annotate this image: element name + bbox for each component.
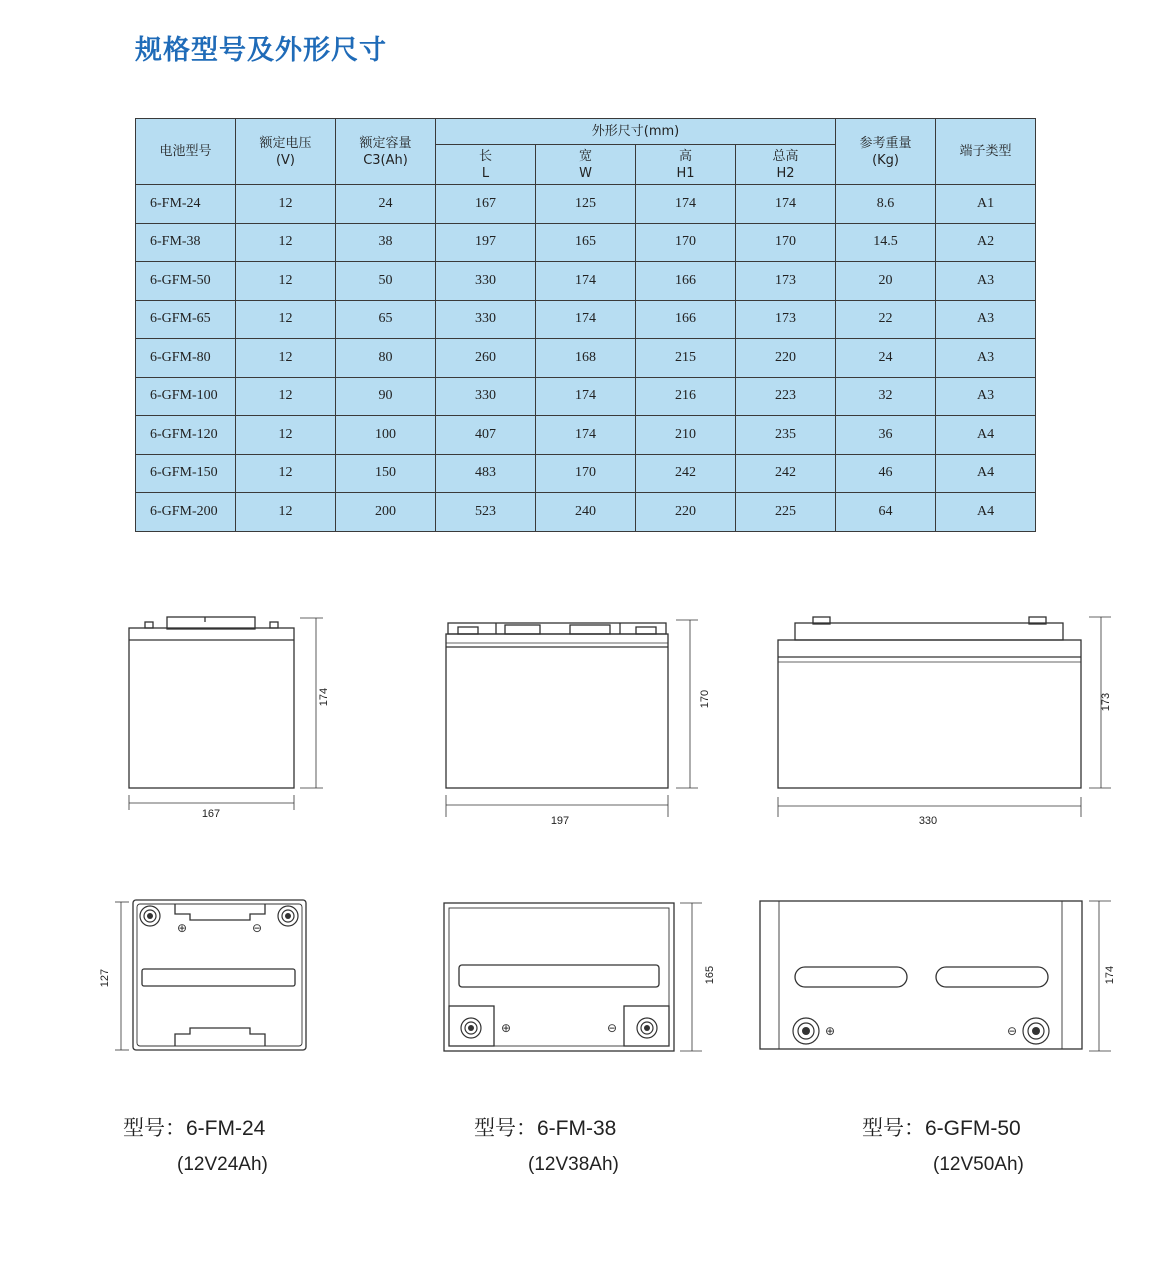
- header-capacity: [336, 119, 436, 185]
- svg-text:⊖: ⊖: [251, 921, 263, 935]
- terminal-positive-icon: [793, 1018, 835, 1044]
- cell-model: 6-FM-38: [136, 223, 236, 262]
- table-cell: 12: [236, 454, 336, 493]
- dim-height-label: 170: [699, 689, 711, 709]
- table-cell: 165: [536, 223, 636, 262]
- table-cell: 32: [836, 377, 936, 416]
- table-cell: 12: [236, 223, 336, 262]
- cell-model: 6-GFM-150: [136, 454, 236, 493]
- table-cell: 235: [736, 416, 836, 455]
- diagram-6-fm-24-drawing: [95, 605, 345, 1065]
- table-cell: 483: [436, 454, 536, 493]
- table-cell: 223: [736, 377, 836, 416]
- front-view: [778, 617, 1111, 817]
- table-cell: 174: [536, 262, 636, 301]
- dim-height-label: 174: [318, 687, 330, 707]
- caption-capacity-6-gfm-50: (12V50Ah): [933, 1154, 1024, 1175]
- table-cell: 173: [736, 300, 836, 339]
- table-cell: 12: [236, 493, 336, 532]
- table-cell: 242: [736, 454, 836, 493]
- table-cell: 170: [636, 223, 736, 262]
- svg-text:⊖: ⊖: [1006, 1024, 1018, 1038]
- top-view: [760, 901, 1111, 1051]
- table-cell: A3: [936, 300, 1036, 339]
- top-view: [444, 903, 702, 1051]
- table-cell: 36: [836, 416, 936, 455]
- dim-height-label: 173: [1100, 692, 1112, 712]
- terminal-negative-icon: [1007, 1018, 1049, 1044]
- table-cell: 220: [636, 493, 736, 532]
- diagram-6-fm-38: [430, 605, 730, 1065]
- table-cell: 220: [736, 339, 836, 378]
- caption-model-6-fm-24: 型号：6-FM-24: [123, 1117, 266, 1140]
- table-row: [136, 493, 1036, 532]
- table-cell: 407: [436, 416, 536, 455]
- table-cell: 330: [436, 300, 536, 339]
- header-total-height: [736, 145, 836, 185]
- page-title: 规格型号及外形尺寸: [135, 35, 387, 66]
- table-cell: 330: [436, 262, 536, 301]
- table-cell: 50: [336, 262, 436, 301]
- table-row: [136, 185, 1036, 224]
- cell-model: 6-GFM-100: [136, 377, 236, 416]
- header-height: [636, 145, 736, 185]
- table-row: [136, 377, 1036, 416]
- table-cell: 8.6: [836, 185, 936, 224]
- header-length-symbol: L: [481, 165, 490, 181]
- caption-capacity-6-fm-24: (12V24Ah): [177, 1154, 268, 1175]
- table-row: [136, 416, 1036, 455]
- cell-model: 6-FM-24: [136, 185, 236, 224]
- table-row: [136, 223, 1036, 262]
- diagram-6-gfm-50-drawing: [755, 605, 1125, 1065]
- table-cell: 174: [536, 300, 636, 339]
- header-voltage-unit: (V): [275, 152, 296, 168]
- header-length: [436, 145, 536, 185]
- table-cell: 150: [336, 454, 436, 493]
- front-view: [446, 620, 698, 817]
- table-cell: 24: [836, 339, 936, 378]
- table-cell: 170: [536, 454, 636, 493]
- table-cell: 12: [236, 377, 336, 416]
- table-cell: 174: [536, 416, 636, 455]
- header-weight-label: 参考重量: [859, 135, 912, 151]
- table-cell: 197: [436, 223, 536, 262]
- table-cell: 170: [736, 223, 836, 262]
- table-cell: 216: [636, 377, 736, 416]
- table-cell: 12: [236, 416, 336, 455]
- table-cell: 225: [736, 493, 836, 532]
- table-cell: 12: [236, 262, 336, 301]
- table-row: [136, 262, 1036, 301]
- table-cell: 260: [436, 339, 536, 378]
- table-cell: A3: [936, 262, 1036, 301]
- table-cell: 174: [636, 185, 736, 224]
- cell-model: 6-GFM-80: [136, 339, 236, 378]
- diagram-6-gfm-50: [755, 605, 1125, 1065]
- header-terminal: 端子类型: [936, 119, 1036, 185]
- table-cell: 20: [836, 262, 936, 301]
- table-cell: 242: [636, 454, 736, 493]
- table-cell: 174: [736, 185, 836, 224]
- table-row: [136, 454, 1036, 493]
- header-model: 电池型号: [136, 119, 236, 185]
- table-cell: A3: [936, 377, 1036, 416]
- header-width-symbol: W: [579, 165, 592, 181]
- header-weight-unit: (Kg): [872, 152, 899, 168]
- header-weight: [836, 119, 936, 185]
- table-cell: 64: [836, 493, 936, 532]
- table-cell: 90: [336, 377, 436, 416]
- front-view: [129, 617, 323, 810]
- table-row: [136, 300, 1036, 339]
- table-cell: 166: [636, 300, 736, 339]
- header-voltage: [236, 119, 336, 185]
- table-cell: 14.5: [836, 223, 936, 262]
- cell-model: 6-GFM-65: [136, 300, 236, 339]
- dim-depth-label: 174: [1104, 965, 1116, 985]
- header-total-height-label: 总高: [772, 148, 799, 164]
- dim-depth-label: 127: [99, 968, 111, 988]
- table-cell: A2: [936, 223, 1036, 262]
- spec-table-body: [136, 185, 1036, 532]
- dim-width-label: 330: [918, 815, 938, 827]
- diagram-6-fm-38-drawing: [430, 605, 730, 1065]
- caption-model-6-gfm-50: 型号：6-GFM-50: [862, 1117, 1021, 1140]
- header-capacity-unit: C3(Ah): [363, 152, 408, 168]
- terminal-positive-icon: [461, 1018, 511, 1038]
- table-cell: A1: [936, 185, 1036, 224]
- table-cell: 523: [436, 493, 536, 532]
- caption-model-6-fm-38: 型号：6-FM-38: [474, 1117, 617, 1140]
- header-width-label: 宽: [578, 148, 592, 164]
- header-width: [536, 145, 636, 185]
- spec-table: [135, 118, 1036, 532]
- table-cell: 167: [436, 185, 536, 224]
- table-cell: 80: [336, 339, 436, 378]
- table-cell: 22: [836, 300, 936, 339]
- header-dimensions: 外形尺寸(mm): [436, 119, 836, 145]
- svg-text:⊖: ⊖: [606, 1021, 618, 1035]
- cell-model: 6-GFM-120: [136, 416, 236, 455]
- diagram-6-fm-24: [95, 605, 345, 1065]
- header-length-label: 长: [478, 148, 492, 164]
- terminal-negative-icon: [607, 1018, 657, 1038]
- svg-text:⊕: ⊕: [500, 1021, 512, 1035]
- header-total-height-symbol: H2: [776, 165, 795, 181]
- table-cell: 240: [536, 493, 636, 532]
- dim-width-label: 197: [550, 815, 570, 827]
- svg-text:⊕: ⊕: [824, 1024, 836, 1038]
- table-cell: 174: [536, 377, 636, 416]
- table-cell: A4: [936, 416, 1036, 455]
- terminal-positive-icon: [140, 906, 187, 935]
- table-cell: 173: [736, 262, 836, 301]
- header-height-label: 高: [678, 148, 692, 164]
- dim-width-label: 167: [201, 808, 221, 820]
- cell-model: 6-GFM-200: [136, 493, 236, 532]
- table-cell: 210: [636, 416, 736, 455]
- top-view: [115, 900, 306, 1050]
- table-cell: 166: [636, 262, 736, 301]
- table-cell: 330: [436, 377, 536, 416]
- caption-capacity-6-fm-38: (12V38Ah): [528, 1154, 619, 1175]
- table-cell: 12: [236, 339, 336, 378]
- table-cell: 46: [836, 454, 936, 493]
- terminal-negative-icon: [252, 906, 298, 935]
- cell-model: 6-GFM-50: [136, 262, 236, 301]
- table-cell: 38: [336, 223, 436, 262]
- table-cell: 12: [236, 185, 336, 224]
- header-height-symbol: H1: [676, 165, 695, 181]
- table-cell: 200: [336, 493, 436, 532]
- header-voltage-label: 额定电压: [259, 135, 312, 151]
- svg-text:⊕: ⊕: [176, 921, 188, 935]
- table-cell: 24: [336, 185, 436, 224]
- header-capacity-label: 额定容量: [359, 135, 412, 151]
- table-cell: 168: [536, 339, 636, 378]
- table-cell: A4: [936, 454, 1036, 493]
- table-cell: A3: [936, 339, 1036, 378]
- table-cell: 12: [236, 300, 336, 339]
- table-cell: 125: [536, 185, 636, 224]
- table-cell: 100: [336, 416, 436, 455]
- dim-depth-label: 165: [704, 965, 716, 985]
- table-cell: 65: [336, 300, 436, 339]
- table-cell: 215: [636, 339, 736, 378]
- table-row: [136, 339, 1036, 378]
- table-cell: A4: [936, 493, 1036, 532]
